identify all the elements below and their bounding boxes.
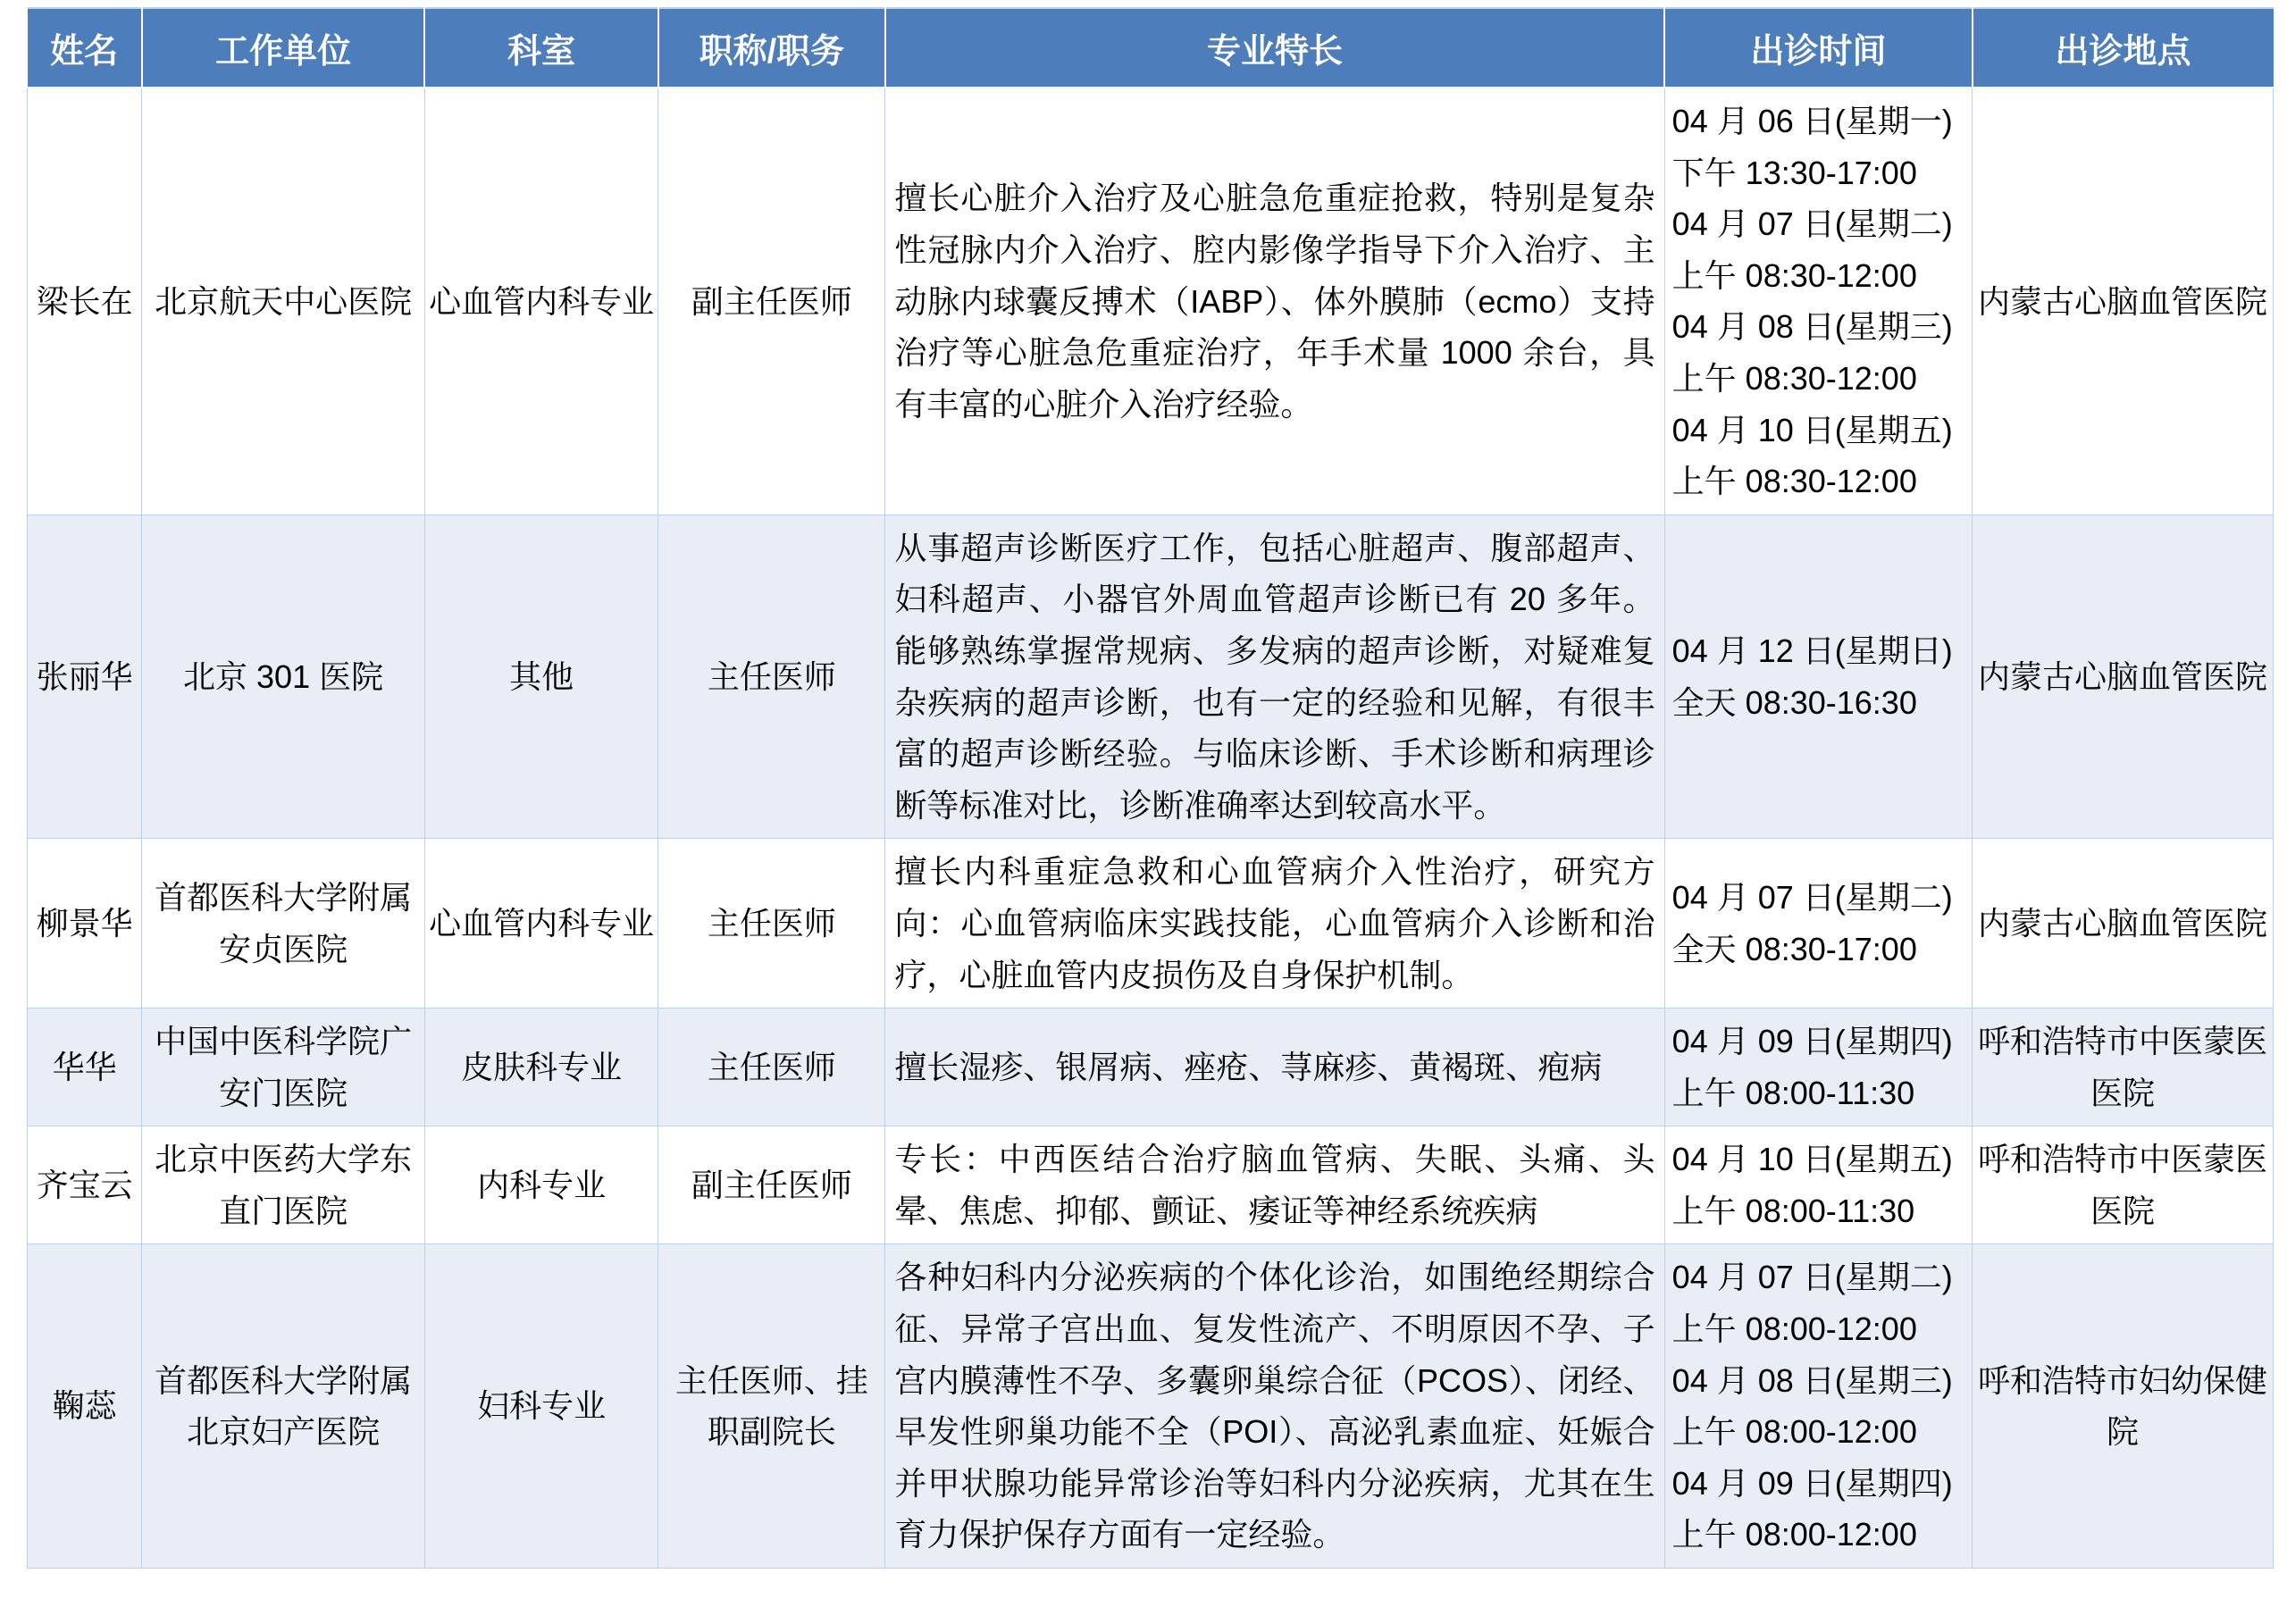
- doctor-location: 呼和浩特市中医蒙医医院: [1973, 1009, 2274, 1126]
- schedule-line: 04 月 09 日(星期四): [1671, 1023, 1953, 1060]
- doctor-schedule-table: [27, 7, 2274, 1569]
- doctor-title: 主任医师: [658, 839, 885, 1009]
- doctor-schedule: [1664, 88, 1972, 515]
- schedule-line: 04 月 07 日(星期二): [1671, 1259, 1953, 1296]
- schedule-line: 全天 08:30-17:00: [1671, 930, 1917, 967]
- doctor-location: 呼和浩特市妇幼保健院: [1973, 1244, 2274, 1569]
- table-row: [28, 1126, 2274, 1244]
- table-body: [28, 88, 2274, 1569]
- doctor-hospital: 中国中医科学院广安门医院: [142, 1009, 425, 1126]
- doctor-schedule: [1664, 1009, 1972, 1126]
- doctor-hospital: 首都医科大学附属北京妇产医院: [142, 1244, 425, 1569]
- schedule-line: 上午 08:00-11:30: [1671, 1192, 1915, 1229]
- schedule-line: 全天 08:30-16:30: [1671, 683, 1917, 721]
- schedule-line: 04 月 10 日(星期五): [1671, 411, 1953, 448]
- doctor-specialty: 擅长心脏介入治疗及心脏急危重症抢救，特别是复杂性冠脉内介入治疗、腔内影像学指导下介入治疗、主动脉内球囊反搏术（IABP）、体外膜肺（ecmo）支持治疗等心脏急危重症治疗，年手术量 1000 余台，具有丰富的心脏介入治疗经验。: [885, 88, 1664, 515]
- doctor-specialty: 从事超声诊断医疗工作，包括心脏超声、腹部超声、妇科超声、小器官外周血管超声诊断已有 20 多年。能够熟练掌握常规病、多发病的超声诊断，对疑难复杂疾病的超声诊断，也有一定的经验和见解，有很丰富的超声诊断经验。与临床诊断、手术诊断和病理诊断等标准对比，诊断准确率达到较高水平。: [885, 515, 1664, 839]
- doctor-department: 心血管内科专业: [424, 839, 658, 1009]
- doctor-hospital: 首都医科大学附属安贞医院: [142, 839, 425, 1009]
- doctor-specialty: 专长：中西医结合治疗脑血管病、失眠、头痛、头晕、焦虑、抑郁、颤证、痿证等神经系统疾病: [885, 1126, 1664, 1244]
- doctor-location: 内蒙古心脑血管医院: [1973, 88, 2274, 515]
- schedule-line: 04 月 08 日(星期三): [1671, 308, 1953, 346]
- header-visit-location: 出诊地点: [1973, 8, 2274, 88]
- schedule-line: 上午 08:00-12:00: [1671, 1516, 1917, 1553]
- doctor-department: 妇科专业: [424, 1244, 658, 1569]
- doctor-schedule: [1664, 1126, 1972, 1244]
- doctor-schedule: [1664, 839, 1972, 1009]
- table-row: [28, 839, 2274, 1009]
- doctor-hospital: 北京 301 医院: [142, 515, 425, 839]
- header-visit-time: 出诊时间: [1664, 8, 1972, 88]
- schedule-line: 04 月 10 日(星期五): [1671, 1141, 1953, 1178]
- schedule-line: 04 月 07 日(星期二): [1671, 879, 1953, 917]
- header-work-unit: 工作单位: [142, 8, 425, 88]
- doctor-name: 柳景华: [28, 839, 142, 1009]
- doctor-hospital: 北京中医药大学东直门医院: [142, 1126, 425, 1244]
- schedule-line: 上午 08:30-12:00: [1671, 256, 1917, 294]
- doctor-schedule: [1664, 515, 1972, 839]
- table-header: [28, 8, 2274, 88]
- doctor-name: 梁长在: [28, 88, 142, 515]
- doctor-schedule: [1664, 1244, 1972, 1569]
- doctor-specialty: 擅长湿疹、银屑病、痤疮、荨麻疹、黄褐斑、疱病: [885, 1009, 1664, 1126]
- doctor-location: 呼和浩特市中医蒙医医院: [1973, 1126, 2274, 1244]
- doctor-name: 齐宝云: [28, 1126, 142, 1244]
- schedule-line: 上午 08:30-12:00: [1671, 359, 1917, 397]
- doctor-department: 心血管内科专业: [424, 88, 658, 515]
- doctor-department: 其他: [424, 515, 658, 839]
- doctor-department: 内科专业: [424, 1126, 658, 1244]
- doctor-name: 华华: [28, 1009, 142, 1126]
- schedule-line: 04 月 06 日(星期一): [1671, 103, 1953, 139]
- doctor-name: 张丽华: [28, 515, 142, 839]
- schedule-line: 04 月 07 日(星期二): [1671, 205, 1953, 243]
- table-row: [28, 1244, 2274, 1569]
- schedule-line: 上午 08:30-12:00: [1671, 463, 1917, 500]
- header-department: 科室: [424, 8, 658, 88]
- schedule-line: 上午 08:00-11:30: [1671, 1074, 1915, 1111]
- schedule-line: 04 月 12 日(星期日): [1671, 632, 1953, 669]
- doctor-specialty: 各种妇科内分泌疾病的个体化诊治，如围绝经期综合征、异常子宫出血、复发性流产、不明原因不孕、子宫内膜薄性不孕、多囊卵巢综合征（PCOS）、闭经、早发性卵巢功能不全（POI）、高泌乳素血症、妊娠合并甲状腺功能异常诊治等妇科内分泌疾病，尤其在生育力保护保存方面有一定经验。: [885, 1244, 1664, 1569]
- doctor-specialty: 擅长内科重症急救和心血管病介入性治疗，研究方向：心血管病临床实践技能，心血管病介入诊断和治疗，心脏血管内皮损伤及自身保护机制。: [885, 839, 1664, 1009]
- doctor-name: 鞠蕊: [28, 1244, 142, 1569]
- header-row: [28, 8, 2274, 88]
- header-title: 职称/职务: [658, 8, 885, 88]
- schedule-line: 上午 08:00-12:00: [1671, 1310, 1917, 1348]
- table-row: [28, 1009, 2274, 1126]
- schedule-line: 04 月 08 日(星期三): [1671, 1361, 1953, 1399]
- schedule-line: 上午 08:00-12:00: [1671, 1413, 1917, 1451]
- header-name: 姓名: [28, 8, 142, 88]
- doctor-title: 主任医师、挂职副院长: [658, 1244, 885, 1569]
- schedule-line: 04 月 09 日(星期四): [1671, 1464, 1953, 1502]
- doctor-location: 内蒙古心脑血管医院: [1973, 515, 2274, 839]
- doctor-title: 副主任医师: [658, 88, 885, 515]
- doctor-hospital: 北京航天中心医院: [142, 88, 425, 515]
- table-row: [28, 515, 2274, 839]
- doctor-location: 内蒙古心脑血管医院: [1973, 839, 2274, 1009]
- doctor-title: 副主任医师: [658, 1126, 885, 1244]
- doctor-title: 主任医师: [658, 1009, 885, 1126]
- schedule-line: 下午 13:30-17:00: [1671, 154, 1917, 191]
- table-row: [28, 88, 2274, 515]
- doctor-title: 主任医师: [658, 515, 885, 839]
- doctor-department: 皮肤科专业: [424, 1009, 658, 1126]
- header-specialty: 专业特长: [885, 8, 1664, 88]
